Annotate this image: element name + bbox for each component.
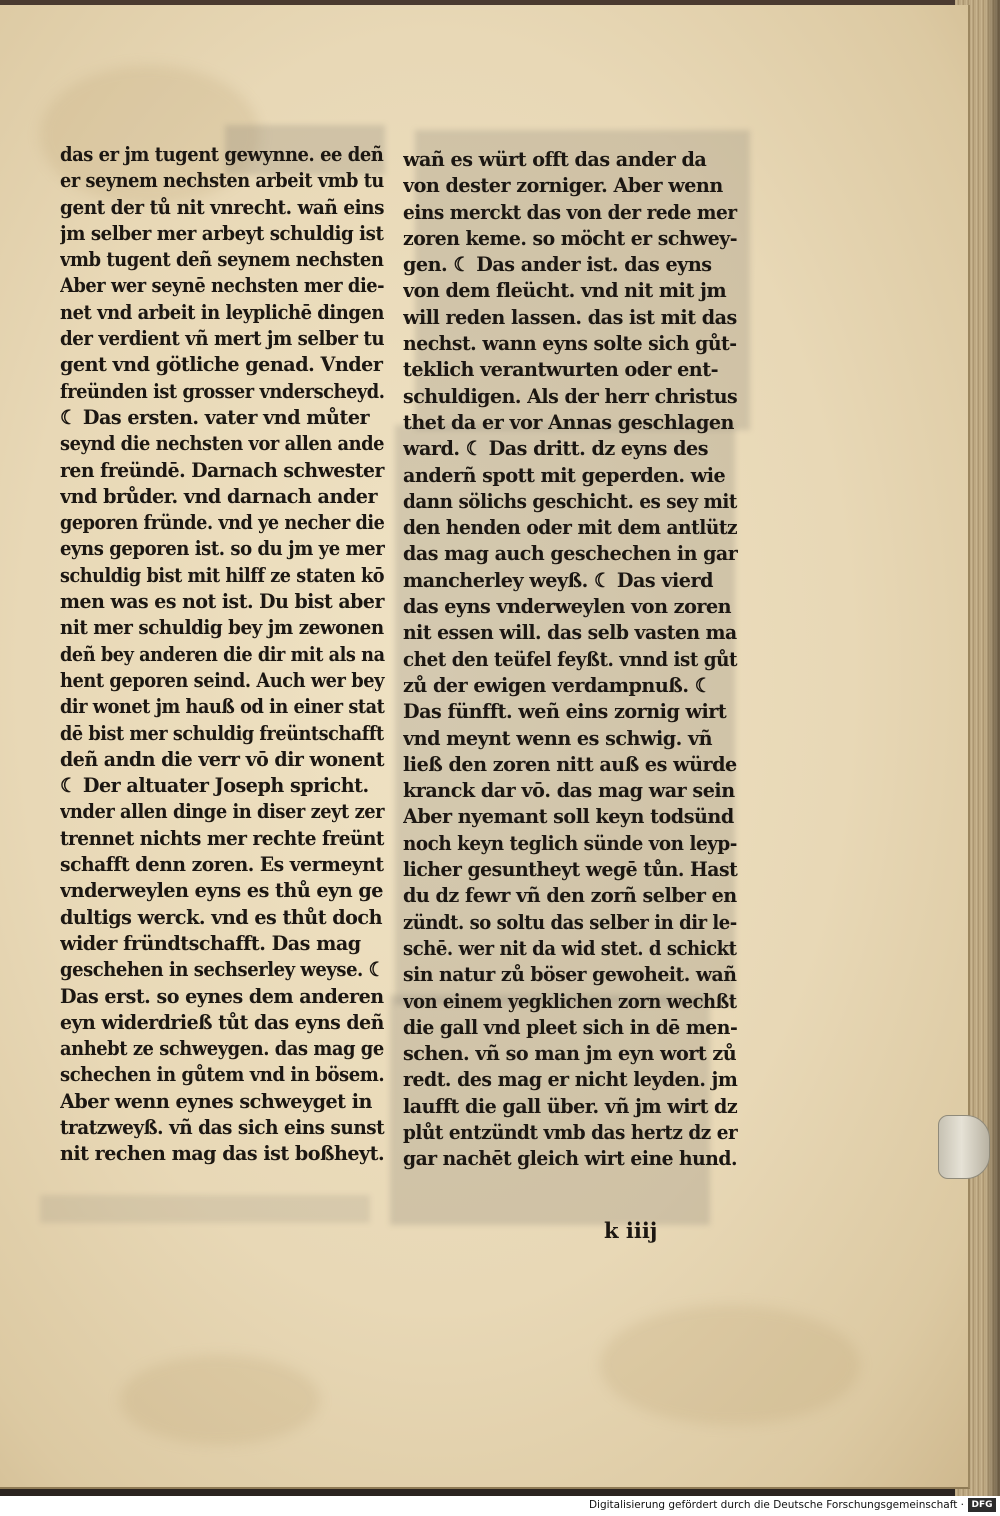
signature-mark: k iiij bbox=[604, 1218, 658, 1243]
text-line: redt. des mag er nicht leyden. jm bbox=[403, 1068, 738, 1092]
text-line: Aber nyemant soll keyn todsünd bbox=[403, 805, 734, 829]
text-line: plůt entzündt vmb das hertz dz er bbox=[403, 1120, 738, 1144]
paper-stain bbox=[600, 1305, 860, 1425]
text-line: von dem fleücht. vnd nit mit jm bbox=[403, 279, 727, 303]
text-line: er seynem nechsten arbeit vmb tu bbox=[60, 169, 384, 193]
text-line: gent vnd götliche genad. Vnder bbox=[60, 353, 383, 377]
text-line: vnder allen dinge in diser zeyt zer bbox=[60, 800, 385, 824]
paper-stain bbox=[120, 1355, 320, 1445]
text-line: die gall vnd pleet sich in dē men- bbox=[403, 1015, 738, 1039]
text-line: ☾ Das ersten. vater vnd můter bbox=[60, 405, 370, 429]
page-tab-marker bbox=[938, 1115, 990, 1179]
text-line: men was es not ist. Du bist aber bbox=[60, 590, 384, 614]
text-line: seynd die nechsten vor allen ande bbox=[60, 432, 385, 456]
text-column-right bbox=[403, 147, 743, 1173]
text-line: von dester zorniger. Aber wenn bbox=[403, 174, 723, 198]
text-line: Das fünfft. weñ eins zornig wirt bbox=[403, 700, 727, 724]
text-line: anderñ spott mit geperden. wie bbox=[403, 463, 726, 487]
show-through-shadow bbox=[40, 1195, 370, 1223]
dfg-logo: DFG bbox=[968, 1498, 996, 1512]
funding-credit: Digitalisierung gefördert durch die Deutsche Forschungsgemeinschaft · bbox=[588, 1499, 964, 1511]
text-line: teklich verantwurten oder ent- bbox=[403, 358, 719, 382]
text-line: anhebt ze schweygen. das mag ge bbox=[60, 1037, 384, 1061]
text-line: hent geporen seind. Auch wer bey bbox=[60, 668, 384, 692]
text-line: eyn widerdrieß tůt das eyns deñ bbox=[60, 1010, 384, 1034]
text-line: gar nachēt gleich wirt eine hund. bbox=[403, 1147, 738, 1171]
text-line: freünden ist grosser vnderscheyd. bbox=[60, 379, 385, 403]
text-line: vmb tugent deñ seynem nechsten bbox=[60, 248, 384, 272]
text-line: schen. vñ so man jm eyn wort zů bbox=[403, 1042, 737, 1066]
text-line: thet da er vor Annas geschlagen bbox=[403, 410, 734, 434]
text-line: schuldigen. Als der herr christus bbox=[403, 384, 738, 408]
text-line: vnd meynt wenn es schwig. vñ bbox=[403, 726, 713, 750]
text-line: chet den teüfel feyßt. vnnd ist gůt bbox=[403, 647, 738, 671]
text-line: vnderweylen eyns es thů eyn ge bbox=[60, 879, 383, 903]
text-line: zů der ewigen verdampnuß. ☾ bbox=[403, 673, 712, 697]
text-line: net vnd arbeit in leyplichē dingen bbox=[60, 300, 384, 324]
text-line: deñ bey anderen die dir mit als na bbox=[60, 642, 385, 666]
text-line: schuldig bist mit hilff ze staten kō bbox=[60, 563, 385, 587]
footer-bar bbox=[0, 1496, 1000, 1516]
text-line: wañ es würt offt das ander da bbox=[403, 148, 707, 171]
text-line: tratzweyß. vñ das sich eins sunst bbox=[60, 1115, 385, 1139]
text-line: eins merckt das von der rede mer bbox=[403, 200, 737, 224]
text-line: das mag auch geschechen in gar bbox=[403, 542, 738, 566]
text-line: schechen in gůtem vnd in bösem. bbox=[60, 1063, 385, 1087]
text-line: Aber wer seynē nechsten mer die- bbox=[60, 274, 385, 298]
text-line: der verdient vñ mert jm selber tu bbox=[60, 327, 385, 351]
text-line: geporen fründe. vnd ye necher die bbox=[60, 511, 385, 535]
text-line: von einem yegklichen zorn wechßt bbox=[403, 989, 737, 1013]
text-line: wider fründtschafft. Das mag bbox=[60, 931, 361, 955]
text-line: noch keyn teglich sünde von leyp- bbox=[403, 831, 737, 855]
text-line: das er jm tugent gewynne. ee deñ bbox=[60, 143, 384, 166]
text-line: kranck dar vō. das mag war sein bbox=[403, 779, 735, 803]
text-line: nit mer schuldig bey jm zewonen bbox=[60, 616, 384, 640]
text-line: schē. wer nit da wid stet. d schickt bbox=[403, 936, 737, 960]
text-line: nit rechen mag das ist boßheyt. bbox=[60, 1142, 385, 1166]
text-line: licher gesuntheyt wegē tůn. Hast bbox=[403, 858, 738, 882]
text-line: gen. ☾ Das ander ist. das eyns bbox=[403, 253, 712, 277]
text-line: ward. ☾ Das dritt. dz eyns des bbox=[403, 437, 709, 461]
text-line: dultigs werck. vnd es thůt doch bbox=[60, 905, 383, 929]
text-line: dann sölichs geschicht. es sey mit bbox=[403, 489, 737, 513]
text-line: vnd brůder. vnd darnach ander bbox=[60, 484, 378, 508]
text-line: sin natur zů böser gewoheit. wañ bbox=[403, 963, 737, 987]
text-line: den henden oder mit dem antlütz bbox=[403, 516, 738, 540]
text-line: geschehen in sechserley weyse. ☾ bbox=[60, 958, 385, 982]
paper-sheet bbox=[0, 5, 970, 1489]
text-line: trennet nichts mer rechte freünt bbox=[60, 826, 384, 850]
text-line: dē bist mer schuldig freüntschafft bbox=[60, 721, 384, 745]
text-line: ließ den zoren nitt auß es würde bbox=[403, 752, 737, 776]
text-line: nit essen will. das selb vasten ma bbox=[403, 621, 737, 645]
text-line: deñ andn die verr vō dir wonent bbox=[60, 747, 385, 771]
text-line: gent der tů nit vnrecht. wañ eins bbox=[60, 195, 385, 219]
text-line: zoren keme. so möcht er schwey- bbox=[403, 226, 738, 250]
text-line: jm selber mer arbeyt schuldig ist bbox=[60, 221, 384, 245]
text-line: dir wonet jm hauß od in einer stat bbox=[60, 695, 385, 719]
text-line: das eyns vnderweylen von zoren bbox=[403, 595, 732, 619]
text-line: Das erst. so eynes dem anderen bbox=[60, 984, 384, 1008]
text-line: du dz fewr vñ den zorñ selber en bbox=[403, 884, 737, 908]
text-line: laufft die gall über. vñ jm wirt dz bbox=[403, 1094, 738, 1118]
text-line: Aber wenn eynes schweyget in bbox=[60, 1089, 372, 1113]
text-line: eyns geporen ist. so du jm ye mer bbox=[60, 537, 385, 561]
text-line: nechst. wann eyns solte sich gůt- bbox=[403, 332, 737, 356]
text-line: ☾ Der altuater Joseph spricht. bbox=[60, 774, 369, 798]
text-line: mancherley weyß. ☾ Das vierd bbox=[403, 568, 713, 592]
text-line: will reden lassen. das ist mit das bbox=[403, 305, 737, 329]
text-line: schafft denn zoren. Es vermeynt bbox=[60, 853, 384, 877]
text-column-left bbox=[60, 142, 390, 1168]
book-edge-shadow bbox=[985, 0, 1000, 1496]
text-line: ren freündē. Darnach schwester bbox=[60, 458, 384, 482]
text-line: zündt. so soltu das selber in dir le- bbox=[403, 910, 737, 934]
